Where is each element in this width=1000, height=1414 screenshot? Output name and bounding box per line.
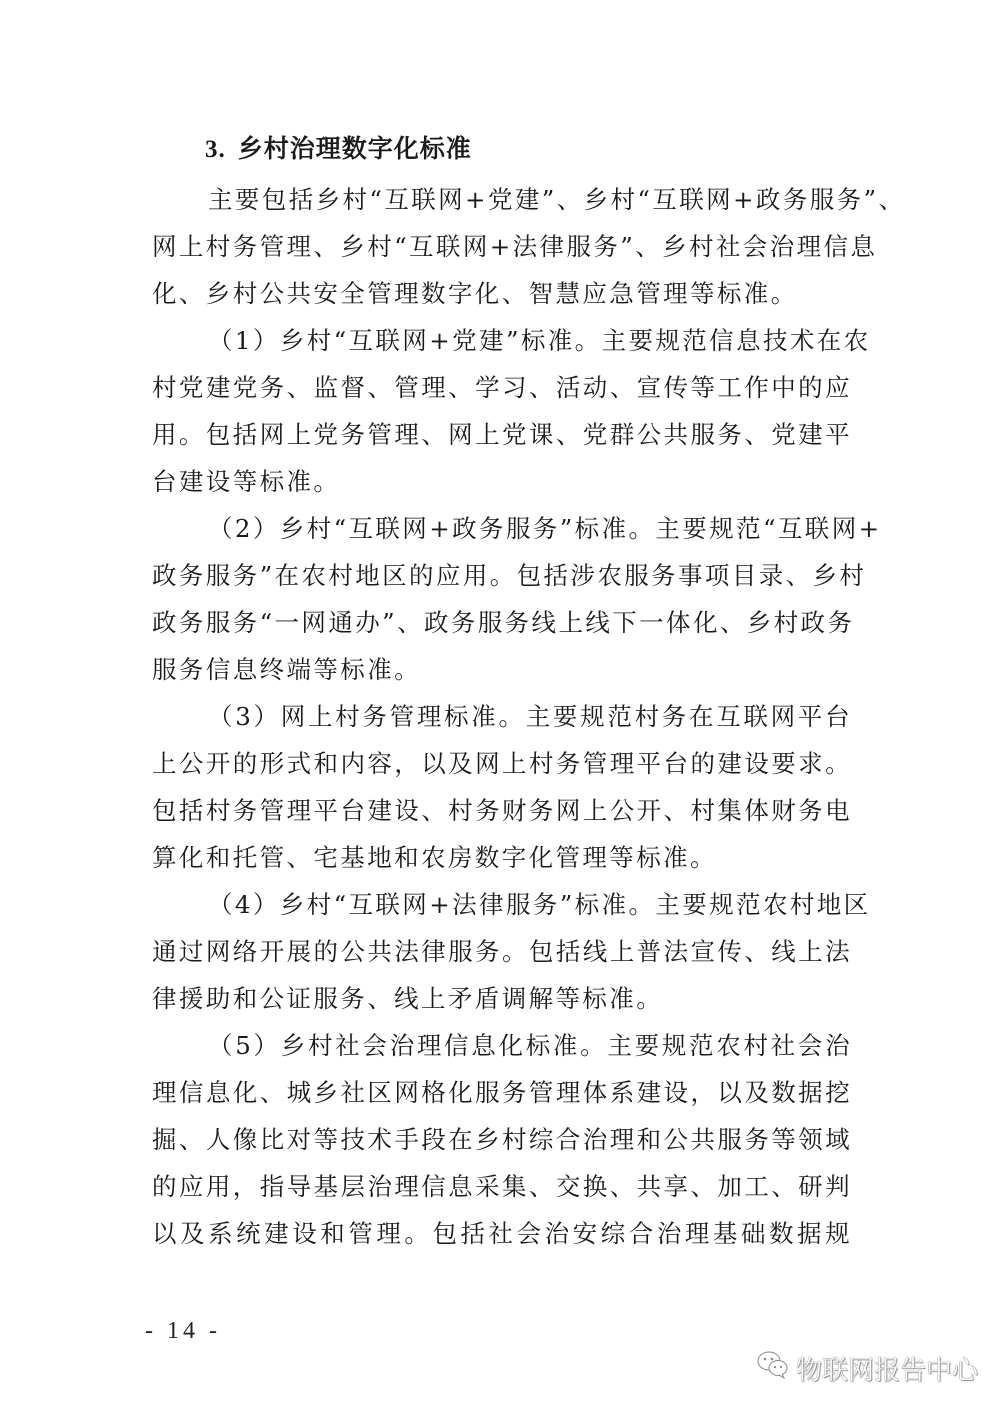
section-heading bbox=[205, 131, 472, 168]
text-line: 服务信息终端等标准。 bbox=[152, 655, 421, 684]
watermark bbox=[756, 1350, 978, 1387]
section-number: 3. bbox=[205, 136, 226, 163]
text-line: 的应用，指导基层治理信息采集、交换、共享、加工、研判 bbox=[152, 1172, 852, 1201]
text-line: 包括村务管理平台建设、村务财务网上公开、村集体财务电 bbox=[152, 796, 852, 825]
text-line: 村党建党务、监督、管理、学习、活动、宣传等工作中的应 bbox=[152, 373, 852, 402]
text-line: 主要包括乡村“互联网+党建”、乡村“互联网+政务服务”、 bbox=[208, 185, 906, 214]
text-line: 通过网络开展的公共法律服务。包括线上普法宣传、线上法 bbox=[152, 937, 852, 966]
watermark-text: 物联网报告中心 bbox=[796, 1356, 979, 1386]
text-line: 律援助和公证服务、线上矛盾调解等标准。 bbox=[152, 984, 664, 1013]
text-line: 理信息化、城乡社区网格化服务管理体系建设，以及数据挖 bbox=[152, 1078, 852, 1107]
text-line: 台建设等标准。 bbox=[152, 467, 341, 496]
text-line: 算化和托管、宅基地和农房数字化管理等标准。 bbox=[152, 843, 717, 872]
text-line: 掘、人像比对等技术手段在乡村综合治理和公共服务等领域 bbox=[152, 1125, 852, 1154]
page-number: - 14 - bbox=[145, 1318, 221, 1344]
text-line: 化、乡村公共安全管理数字化、智慧应急管理等标准。 bbox=[152, 279, 798, 308]
text-line: （3）网上村务管理标准。主要规范村务在互联网平台 bbox=[208, 702, 852, 731]
text-line: （1）乡村“互联网+党建”标准。主要规范信息技术在农 bbox=[208, 326, 871, 355]
wechat-icon bbox=[756, 1350, 790, 1387]
section-title: 乡村治理数字化标准 bbox=[237, 134, 472, 163]
text-line: 网上村务管理、乡村“互联网+法律服务”、乡村社会治理信息 bbox=[152, 232, 878, 261]
text-line: 政务服务“一网通办”、政务服务线上线下一体化、乡村政务 bbox=[152, 608, 855, 637]
text-line: 上公开的形式和内容，以及网上村务管理平台的建设要求。 bbox=[152, 749, 852, 778]
text-line: 用。包括网上党务管理、网上党课、党群公共服务、党建平 bbox=[152, 420, 852, 449]
text-line: （5）乡村社会治理信息化标准。主要规范农村社会治 bbox=[208, 1031, 852, 1060]
body-text bbox=[152, 176, 906, 1257]
text-line: 政务服务”在农村地区的应用。包括涉农服务事项目录、乡村 bbox=[152, 561, 867, 590]
text-line: 以及系统建设和管理。包括社会治安综合治理基础数据规 bbox=[152, 1219, 852, 1248]
text-line: （2）乡村“互联网+政务服务”标准。主要规范“互联网+ bbox=[208, 514, 882, 543]
text-line: （4）乡村“互联网+法律服务”标准。主要规范农村地区 bbox=[208, 890, 871, 919]
